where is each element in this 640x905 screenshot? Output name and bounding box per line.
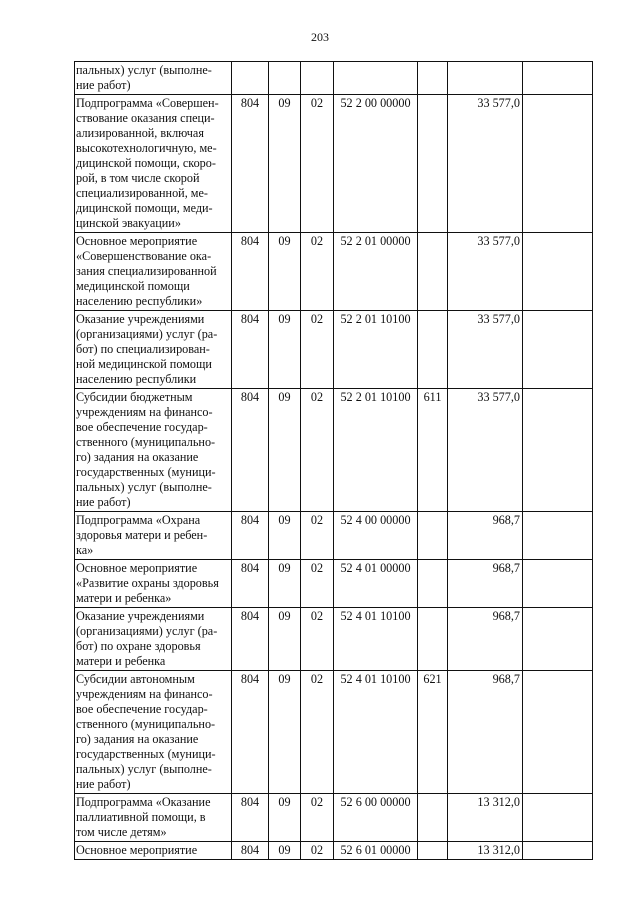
extra-amount-cell xyxy=(523,95,593,233)
admin-code-cell: 804 xyxy=(232,311,269,389)
row-name-cell: Основное мероприятие «Совершенствование ока- зания специализированной медицинской помощи населению республики» xyxy=(75,233,232,311)
amount-cell: 968,7 xyxy=(448,560,523,608)
admin-code-cell: 804 xyxy=(232,389,269,512)
table-row xyxy=(75,95,593,233)
budget-table xyxy=(74,61,593,860)
section-code-cell: 09 xyxy=(269,671,301,794)
target-article-cell: 52 4 01 10100 xyxy=(334,671,418,794)
admin-code-cell: 804 xyxy=(232,671,269,794)
target-article-cell: 52 4 00 00000 xyxy=(334,512,418,560)
expense-kind-cell xyxy=(418,794,448,842)
expense-kind-cell xyxy=(418,95,448,233)
admin-code-cell: 804 xyxy=(232,842,269,860)
subsection-code-cell: 02 xyxy=(301,842,334,860)
amount-cell: 968,7 xyxy=(448,512,523,560)
amount-cell: 33 577,0 xyxy=(448,311,523,389)
subsection-code-cell: 02 xyxy=(301,389,334,512)
amount-cell: 968,7 xyxy=(448,671,523,794)
target-article-cell: 52 4 01 10100 xyxy=(334,608,418,671)
table-row xyxy=(75,233,593,311)
subsection-code-cell: 02 xyxy=(301,311,334,389)
subsection-code-cell: 02 xyxy=(301,512,334,560)
row-name-cell: Оказание учреждениями (организациями) услуг (ра- бот) по охране здоровья матери и ребенка xyxy=(75,608,232,671)
target-article-cell: 52 2 01 00000 xyxy=(334,233,418,311)
amount-cell xyxy=(448,62,523,95)
section-code-cell: 09 xyxy=(269,512,301,560)
row-name-cell: Подпрограмма «Охрана здоровья матери и ребен- ка» xyxy=(75,512,232,560)
table-row xyxy=(75,560,593,608)
table-row xyxy=(75,671,593,794)
extra-amount-cell xyxy=(523,512,593,560)
section-code-cell xyxy=(269,62,301,95)
row-name-cell: пальных) услуг (выполне- ние работ) xyxy=(75,62,232,95)
section-code-cell: 09 xyxy=(269,95,301,233)
target-article-cell: 52 6 00 00000 xyxy=(334,794,418,842)
expense-kind-cell xyxy=(418,842,448,860)
section-code-cell: 09 xyxy=(269,311,301,389)
subsection-code-cell: 02 xyxy=(301,560,334,608)
subsection-code-cell: 02 xyxy=(301,95,334,233)
expense-kind-cell xyxy=(418,311,448,389)
expense-kind-cell xyxy=(418,512,448,560)
target-article-cell: 52 2 01 10100 xyxy=(334,389,418,512)
admin-code-cell xyxy=(232,62,269,95)
admin-code-cell: 804 xyxy=(232,95,269,233)
subsection-code-cell: 02 xyxy=(301,608,334,671)
extra-amount-cell xyxy=(523,311,593,389)
page-number: 203 xyxy=(311,30,329,44)
extra-amount-cell xyxy=(523,233,593,311)
table-row xyxy=(75,389,593,512)
expense-kind-cell: 611 xyxy=(418,389,448,512)
expense-kind-cell xyxy=(418,560,448,608)
table-row xyxy=(75,512,593,560)
amount-cell: 13 312,0 xyxy=(448,794,523,842)
extra-amount-cell xyxy=(523,62,593,95)
admin-code-cell: 804 xyxy=(232,608,269,671)
admin-code-cell: 804 xyxy=(232,560,269,608)
subsection-code-cell: 02 xyxy=(301,794,334,842)
admin-code-cell: 804 xyxy=(232,233,269,311)
expense-kind-cell xyxy=(418,62,448,95)
extra-amount-cell xyxy=(523,794,593,842)
subsection-code-cell: 02 xyxy=(301,671,334,794)
target-article-cell xyxy=(334,62,418,95)
amount-cell: 33 577,0 xyxy=(448,95,523,233)
expense-kind-cell xyxy=(418,608,448,671)
subsection-code-cell: 02 xyxy=(301,233,334,311)
table-row xyxy=(75,608,593,671)
extra-amount-cell xyxy=(523,842,593,860)
target-article-cell: 52 2 01 10100 xyxy=(334,311,418,389)
amount-cell: 33 577,0 xyxy=(448,389,523,512)
section-code-cell: 09 xyxy=(269,794,301,842)
section-code-cell: 09 xyxy=(269,608,301,671)
section-code-cell: 09 xyxy=(269,389,301,512)
expense-kind-cell: 621 xyxy=(418,671,448,794)
row-name-cell: Подпрограмма «Совершен- ствование оказания специ- ализированной, включая высокотехнологичную, ме- дицинской помощи, скоро- рой, в том числе скорой специализированной, ме- дицинской помощи, меди- цинской эвакуации» xyxy=(75,95,232,233)
target-article-cell: 52 2 00 00000 xyxy=(334,95,418,233)
section-code-cell: 09 xyxy=(269,233,301,311)
row-name-cell: Основное мероприятие xyxy=(75,842,232,860)
extra-amount-cell xyxy=(523,608,593,671)
table-row xyxy=(75,794,593,842)
row-name-cell: Основное мероприятие «Развитие охраны здоровья матери и ребенка» xyxy=(75,560,232,608)
extra-amount-cell xyxy=(523,671,593,794)
table-row xyxy=(75,842,593,860)
amount-cell: 33 577,0 xyxy=(448,233,523,311)
table-row xyxy=(75,62,593,95)
amount-cell: 968,7 xyxy=(448,608,523,671)
section-code-cell: 09 xyxy=(269,560,301,608)
section-code-cell: 09 xyxy=(269,842,301,860)
target-article-cell: 52 4 01 00000 xyxy=(334,560,418,608)
row-name-cell: Подпрограмма «Оказание паллиативной помощи, в том числе детям» xyxy=(75,794,232,842)
row-name-cell: Субсидии бюджетным учреждениям на финансо- вое обеспечение государ- ственного (муниципально- го) задания на оказание государственных (муници- пальных) услуг (выполне- ние работ) xyxy=(75,389,232,512)
row-name-cell: Оказание учреждениями (организациями) услуг (ра- бот) по специализирован- ной медицинской помощи населению республики xyxy=(75,311,232,389)
subsection-code-cell xyxy=(301,62,334,95)
extra-amount-cell xyxy=(523,560,593,608)
expense-kind-cell xyxy=(418,233,448,311)
admin-code-cell: 804 xyxy=(232,512,269,560)
amount-cell: 13 312,0 xyxy=(448,842,523,860)
target-article-cell: 52 6 01 00000 xyxy=(334,842,418,860)
table-row xyxy=(75,311,593,389)
row-name-cell: Субсидии автономным учреждениям на финансо- вое обеспечение государ- ственного (муниципально- го) задания на оказание государственных (муници- пальных) услуг (выполне- ние работ) xyxy=(75,671,232,794)
extra-amount-cell xyxy=(523,389,593,512)
admin-code-cell: 804 xyxy=(232,794,269,842)
